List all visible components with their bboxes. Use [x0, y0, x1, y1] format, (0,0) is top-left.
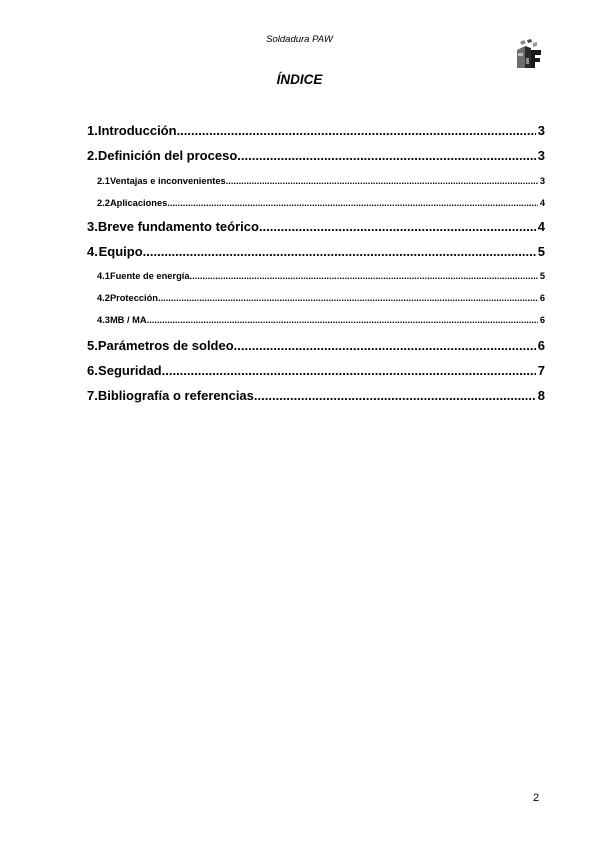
toc-entry-number: 2.2	[97, 198, 110, 208]
toc-entry-page: 3	[537, 123, 545, 138]
toc-entry-page: 8	[537, 388, 545, 403]
toc-entry-number: 4.1	[97, 271, 110, 281]
toc-entry-title: Fuente de energía	[109, 271, 190, 281]
toc-entry-number: 4.	[87, 244, 98, 259]
toc-entry-page: 6	[537, 338, 545, 353]
toc-entry[interactable]	[87, 271, 545, 284]
toc-entry[interactable]	[87, 315, 545, 328]
index-heading: ÍNDICE	[276, 72, 323, 87]
toc-leader-dots	[226, 176, 538, 186]
toc-leader-dots	[177, 123, 536, 138]
toc-leader-dots	[161, 293, 538, 303]
toc-entry-number: 2.1	[97, 176, 110, 186]
toc-entry-page: 4	[537, 219, 545, 234]
running-header: Soldadura PAW	[266, 34, 333, 45]
toc-entry[interactable]	[87, 388, 545, 406]
toc-entry-title: Seguridad	[98, 363, 162, 378]
toc-entry[interactable]	[87, 363, 545, 381]
toc-entry-number: 2.	[87, 148, 98, 163]
toc-leader-dots	[237, 148, 536, 163]
toc-entry[interactable]	[87, 293, 545, 306]
toc-leader-dots	[147, 315, 538, 325]
toc-entry-title: MB / MA	[109, 315, 147, 325]
toc-entry[interactable]	[87, 123, 545, 141]
toc-entry-page: 5	[537, 244, 545, 259]
toc-leader-dots	[162, 363, 536, 378]
toc-entry-page: 4	[539, 198, 545, 208]
toc-entry-title: Introducción	[97, 123, 177, 138]
toc-entry-page: 6	[539, 293, 545, 303]
toc-entry-number: 1.	[87, 123, 98, 138]
toc-entry[interactable]	[87, 338, 545, 356]
toc-entry-number: 5.	[87, 338, 98, 353]
toc-entry[interactable]	[87, 244, 545, 262]
toc-entry-title: Ventajas e inconvenientes	[109, 176, 226, 186]
toc-entry-page: 6	[539, 315, 545, 325]
toc-entry[interactable]	[87, 148, 545, 166]
toc-entry-number: 3.	[87, 219, 98, 234]
page-number: 2	[533, 792, 540, 804]
toc-entry-title: Definición del proceso	[97, 148, 238, 163]
toc-entry-title: Aplicaciones	[109, 198, 168, 208]
toc-leader-dots	[254, 388, 536, 403]
toc-leader-dots	[167, 198, 538, 208]
toc-entry-page: 3	[539, 176, 545, 186]
toc-leader-dots	[234, 338, 536, 353]
toc-leader-dots	[190, 271, 538, 281]
toc-entry-page: 7	[537, 363, 545, 378]
toc-entry[interactable]	[87, 219, 545, 237]
toc-entry[interactable]	[87, 176, 545, 189]
toc-entry-page: 5	[539, 271, 545, 281]
toc-entry-title: Equipo	[98, 244, 143, 259]
toc-entry-title: Breve fundamento teórico	[97, 219, 259, 234]
toc-entry-number: 6.	[87, 363, 98, 378]
toc-entry-title: Parámetros de soldeo	[97, 338, 234, 353]
toc-entry-number: 4.2	[97, 293, 110, 303]
university-logo-icon	[515, 38, 543, 70]
toc-entry-page: 3	[537, 148, 545, 163]
toc-entry-number: 7.	[87, 388, 98, 403]
toc-entry-number: 4.3	[97, 315, 110, 325]
toc-entry-title: Bibliografía o referencias	[97, 388, 254, 403]
toc-entry-title: Protección.	[109, 293, 161, 303]
toc-leader-dots	[259, 219, 536, 234]
toc-entry[interactable]	[87, 198, 545, 211]
toc-leader-dots	[143, 244, 536, 259]
